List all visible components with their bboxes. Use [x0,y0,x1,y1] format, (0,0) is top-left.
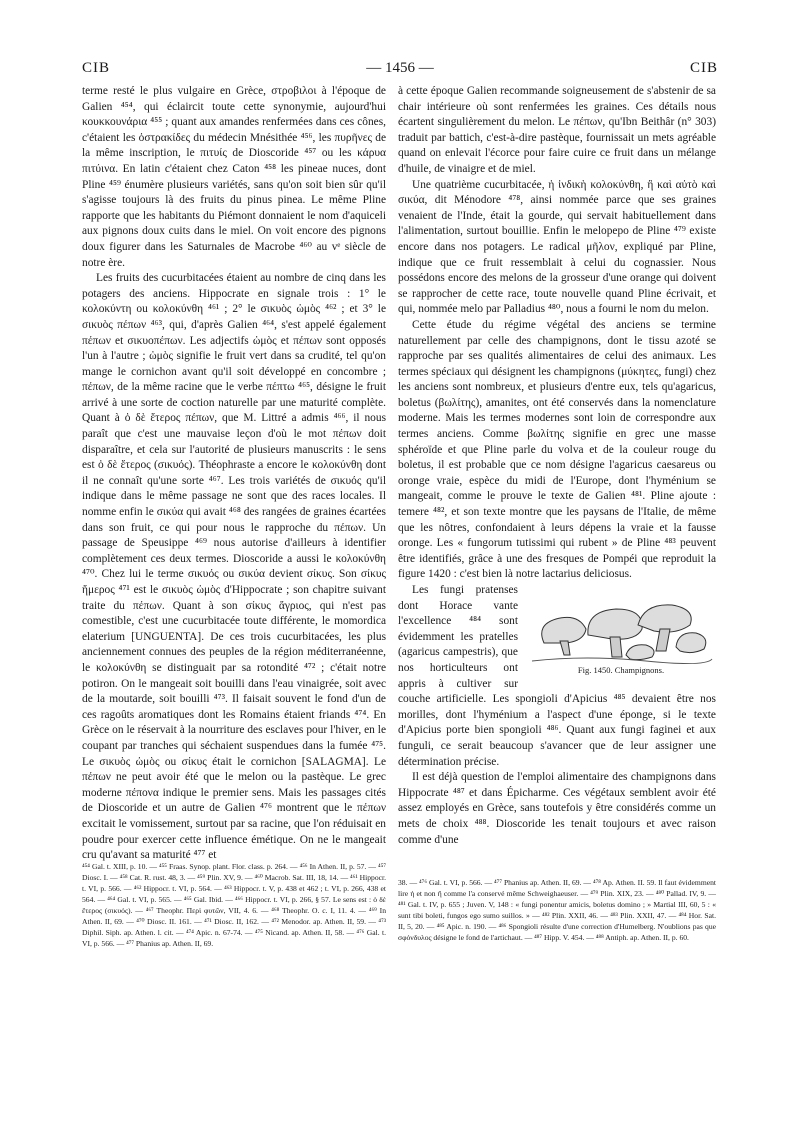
mushroom-figure [526,585,716,681]
header-right: CIB [689,60,718,76]
paragraph: terme resté le plus vulgaire en Grèce, στροβιλοι à l'époque de Galien ⁴⁵⁴, qui éclaircit toute cette synonymie, aujourd'hui κουκκουνάρια ⁴⁵⁵ ; quant aux amandes renfermées dans ces cônes, c'étaient les ὀστρακίδες du médecin Mnésithée ⁴⁵⁶, les πυρῆνες de la même inscription, le πιτυίς de Dioscoride ⁴⁵⁷ ou les κάρυα πιτύινα. En latin c'étaient chez Caton ⁴⁵⁸ les pineae nuces, dont Pline ⁴⁵⁹ énumère plusieurs variétés, sans qu'on soit bien sûr qu'il s'agisse toujours là des fruits du pinus pinea. Le même Pline rapporte que les habitants du Piémont donnaient le nom d'aquiceli aux pignons doux cuits dans le miel. On voit encore des pignons doux figurer dans les Saturnales de Macrobe ⁴⁶⁰ au vᵉ siècle de notre ère. [82,85,386,269]
page-number: — 1456 — [366,60,434,76]
paragraph: Les fungi pratenses dont Horace vante l'excellence ⁴⁸⁴ sont évidemment les pratelles (agaricus campestris), que nos horticulteurs ont appris à cultiver sur couche artificielle. Les spongioli d'Apicius ⁴⁸⁵ devaient être nos morilles, dont l'hyménium a l'aspect d'une éponge, si le texte d'Apicius porte bien spongioli ⁴⁸⁶. Quant aux fungi faginei et aux funguli, ce serait beaucoup s'avancer que de leur assigner une détermination précise. [398,584,716,768]
paragraph: Une quatrième cucurbitacée, ἡ ἰνδικὴ κολοκύνθη, ἢ καὶ αὐτὸ καὶ σικύα, dit Ménodore ⁴⁷⁸, ainsi nommée parce que ses graines venaient de l'Inde, était la gourde, qui servait habituellement dans l'alimentation, surtout bouillie. Enfin le melopepo de Pline ⁴⁷⁹ existe encore dans nos potagers. Le radical μῆλον, expliqué par Pline, indique que ce fruit ressemblait à celui du cognassier. Nous possédons encore des melons de la grosseur d'une orange qui doivent se rapprocher de cette race, toute nouvelle quand Pline écrivait, et qui, nommée melo par Palladius ⁴⁸⁰, nous a fourni le nom du melon. [398,178,716,316]
right-column [398,84,716,848]
footnotes-right: 38. — ⁴⁷⁶ Gal. t. VI, p. 566. — ⁴⁷⁷ Phanius ap. Athen. II, 69. — ⁴⁷⁸ Ap. Athen. II. 59. Il faut évidemment lire ἡ et non ἢ comme l'a conservé même Schweighaeuser. — ⁴⁷⁹ Plin. XIX, 23. — ⁴⁸⁰ Pallad. IV, 9. — ⁴⁸¹ Gal. t. IV, p. 655 ; Juven. V, 148 : « fungi ponentur amicis, boletus domino ; » Martial III, 60, 5 : « sunt tibi boleti, fungos ego sumo suillos. » — ⁴⁸² Plin. XXII, 46. — ⁴⁸³ Plin. XXII, 47. — ⁴⁸⁴ Hor. Sat. II, 5, 20. — ⁴⁸⁵ Apic. n. 190. — ⁴⁸⁶ Spongioli résulte d'une correction d'Humelberg. N'oublions pas que σφόνδυλος désigne le fond de l'artichaut. — ⁴⁸⁷ Hipp. V. 454. — ⁴⁸⁸ Antiph. ap. Athen. II, p. 60. [398,878,716,942]
figure-caption: Fig. 1450. Champignons. [577,665,665,675]
paragraph: Cette étude du régime végétal des anciens se termine naturellement par celle des champignons, dont le tissu azoté se rapproche par ses qualités alimentaires de celui des animaux. Les termes spéciaux qui désignent les champignons (μύκητες, fungi) chez les anciens sont nombreux, et plusieurs d'entre eux, tels qu'agaricus, boletus (βωλίτης), amanites, ont été conservés dans la nomenclature moderne. Mais les termes modernes sont loin de correspondre aux termes anciens. Comme βωλίτης signifie en grec une masse sphéroïde et que Pline parle du volva et de la couleur rouge du boletus, il est probable que ce nom désigne l'agaricus caesareus ou oronge vraie, espèce du midi de l'Europe, dont l'hyménium se mangeait, comme le prouve le texte de Galien ⁴⁸¹. Pline ajoute : temere ⁴⁸², et son texte montre que les paysans de l'Italie, de même que les nôtres, confondaient à leurs dépens la vraie et la fausse oronge. Les « fungorum tutissimi qui rubent » de Pline ⁴⁸³ peuvent être identifiés, grâce à une des fresques de Pompéi que reproduit la figure 1420 : c'est bien là notre lactarius deliciosus. [398,318,716,581]
left-column [82,84,386,864]
paragraph: Il est déjà question de l'emploi alimentaire des champignons dans Hippocrate ⁴⁸⁷ et dans Épicharme. Ces végétaux semblent avoir été assez employés en Grèce, sans toutefois y être considérés comme un mets de choix ⁴⁸⁸. Dioscoride les tenait toujours et avec raison comme d'une [398,771,716,846]
mushroom-illustration [526,585,716,671]
footnotes-left: ⁴⁵⁴ Gal. t. XIII, p. 10. — ⁴⁵⁵ Fraas. Synop. plant. Flor. class. p. 264. — ⁴⁵⁶ In Athen. II, p. 57. — ⁴⁵⁷ Diosc. I. — ⁴⁵⁸ Cat. R. rust. 48, 3. — ⁴⁵⁹ Plin. XV, 9. — ⁴⁶⁰ Macrob. Sat. III, 18, 14. — ⁴⁶¹ Hippocr. t. VI, p. 566. — ⁴⁶² Hippocr. t. VI, p. 564. — ⁴⁶³ Hippocr. t. V, p. 438 et 462 ; t. VI, p. 266, 438 et 564. — ⁴⁶⁴ Gal. t. VI, p. 565. — ⁴⁶⁵ Gal. Ibid. — ⁴⁶⁶ Hippocr. t. VI, p. 266, § 57. Le sens est : ὁ δὲ ἕτερος (σικυός). — ⁴⁶⁷ Theophr. Περὶ φυτῶν, VII, 4. 6. — ⁴⁶⁸ Theophr. O. c. I, 11. 4. — ⁴⁶⁹ In Athen. II, 69. — ⁴⁷⁰ Diosc. II. 161. — ⁴⁷¹ Diosc. II, 162. — ⁴⁷² Menodor. ap. Athen. II, 59. — ⁴⁷³ Diphil. Siph. ap. Athen. l. cit. — ⁴⁷⁴ Apic. n. 67-74. — ⁴⁷⁵ Nicand. ap. Athen. II, 58. — ⁴⁷⁶ Gal. t. VI, p. 566. — ⁴⁷⁷ Phanius ap. Athen. II, 69. [82,862,386,948]
paragraph: à cette époque Galien recommande soigneusement de s'abstenir de sa chair intérieure où sont renfermées les graines. Ces détails nous écartent singulièrement du melon. Le πέπων, qu'Ibn Beithâr (n° 303) traduit par battich, c'est-à-dire pastèque, fournissait un mets agréable quand on enlevait l'écorce pour faire cuire ce fruit dans un mélange d'huile, de vinaigre et de miel. [398,85,716,175]
paragraph: Les fruits des cucurbitacées étaient au nombre de cinq dans les potagers des anciens. Hippocrate en signale trois : 1° le κολοκύντη ou κολοκύνθη ⁴⁶¹ ; 2° le σικυὸς ὠμὸς ⁴⁶² ; et 3° le σικυὸς πέπων ⁴⁶³, qui, d'après Galien ⁴⁶⁴, s'est appelé également πέπων et σικυοπέπων. Les adjectifs ὠμὸς et πέπων sont opposés l'un à l'autre ; ὠμὸς signifie le fruit vert dans sa crudité, tel qu'on mange le cornichon avant qu'il soit développé en concombre ; πέπων, de la même racine que le verbe πέπτω ⁴⁶⁵, désigne le fruit arrivé à une sorte de coction naturelle par une maturité complète. Quant à ὁ δὲ ἕτερος πέπων, que M. Littré a admis ⁴⁶⁶, il nous paraît que c'est une mauvaise leçon d'où le mot πέπων doit disparaître, et cela sur l'autorité de plusieurs manuscrits : le sens est ὁ δὲ ἕτερος (σικυός). Théophraste a encore le κολοκύνθη dont il ne connaît qu'une sorte ⁴⁶⁷. Les trois variétés de σικυός qu'il indique dans le même passage ne sont que des races locales. Il nomme enfin le σικύα qui avait ⁴⁶⁸ des rangées de graines écartées dans son fruit, ce qui pour nous le rapproche du πέπων. Un passage de Speusippe ⁴⁶⁹ nous autorise d'ailleurs à identifier complètement ces deux termes. Dioscoride a aussi le κολοκύνθη ⁴⁷⁰. Chez lui le terme σικυός ou σικύα devient σίκυς. Son σίκυς ἥμερος ⁴⁷¹ est le σικυὸς ὠμὸς d'Hippocrate ; son chapitre suivant traite du πέπων. Quant à son σίκυς ἄγριος, qui n'est pas comestible, c'est une cucurbitacée toute différente, le momordica elaterium [UNGUENTA]. De ces trois cucurbitacées, les plus anciennement connues des peuples de la région méditerranéenne, le κολοκύνθη se distinguait par sa rotondité ⁴⁷² ; c'était notre potiron. On le mangeait soit bouilli dans l'eau vinaigrée, soit avec de la moutarde, soit bouilli ⁴⁷³. Il faisait souvent le fond d'un de ces ragoûts aromatiques dont les Romains étaient friands ⁴⁷⁴. En Grèce on le réservait à la nourriture des esclaves pour l'hiver, en le coupant par tranches qui séchaient suspendues dans la fumée ⁴⁷⁵. Le σικυὸς ὠμὸς ou σίκυς était le cornichon [SALAGMA]. Le πέπων ne peut avoir été que le melon ou la pastèque. Le grec moderne πέπονα indique le premier sens. Mais les passages cités de Dioscoride et un autre de Galien ⁴⁷⁶ montrent que le πέπων excitait le vomissement, surtout par sa racine, que l'on réduisait en poudre pour exercer cette influence émétique. On ne le mangeait cru qu'avant sa maturité ⁴⁷⁷ et [82,272,386,862]
header-left: CIB [82,60,111,76]
running-header [82,60,718,80]
